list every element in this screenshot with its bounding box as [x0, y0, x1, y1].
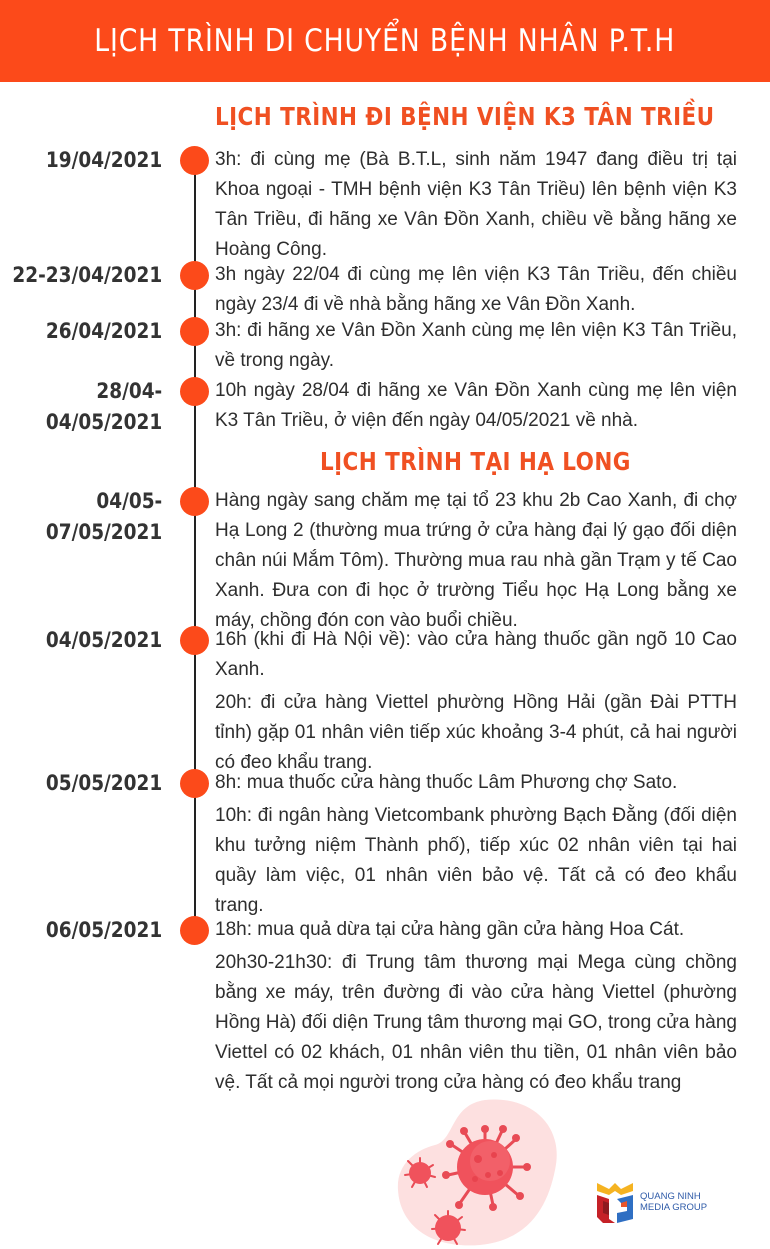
date-line: 07/05/2021	[45, 520, 162, 544]
virus-illustration	[390, 1095, 570, 1249]
entry-date	[46, 145, 162, 176]
qmg-logo-icon	[595, 1179, 635, 1225]
entry-text: 3h ngày 22/04 đi cùng mẹ lên viện K3 Tân Triều, đến chiều ngày 23/4 đi về nhà bằng hãng xe Vân Đồn Xanh.	[215, 264, 737, 315]
entry-text: 20h30-21h30: đi Trung tâm thương mại Mega cùng chồng bằng xe máy, trên đường đi vào cửa hàng Viettel (phường Hồng Hà) đối diện Trung tâm thương mại GO, trong cửa hàng Viettel có 02 khách, 01 nhân viên thu tiền, 01 nhân viên bảo vệ. Tất cả mọi người trong cửa hàng có đeo khẩu trang	[215, 952, 737, 1093]
virus-icon	[390, 1095, 570, 1249]
entry-date	[46, 915, 162, 946]
entry-text: 20h: đi cửa hàng Viettel phường Hồng Hải (gần Đài PTTH tỉnh) gặp 01 nhân viên tiếp xúc khoảng 3-4 phút, cả hai người có đeo khẩu trang.	[215, 692, 737, 773]
entry-text: Hàng ngày sang chăm mẹ tại tổ 23 khu 2b Cao Xanh, đi chợ Hạ Long 2 (thường mua trứng ở cửa hàng đại lý gạo đối diện chân núi Mắm Tôm). Thường mua rau nhà gần Trạm y tế Cao Xanh. Đưa con đi học ở trường Tiểu học Hạ Long bằng xe máy, chồng đón con vào buổi chiều.	[215, 490, 737, 631]
entry-text: 8h: mua thuốc cửa hàng thuốc Lâm Phương chợ Sato.	[215, 772, 678, 793]
quang-ninh-media-logo	[595, 1177, 715, 1227]
entry-text: 3h: đi hãng xe Vân Đồn Xanh cùng mẹ lên viện K3 Tân Triều, về trong ngày.	[215, 320, 737, 371]
entry-date	[46, 625, 162, 656]
entry-date	[46, 486, 162, 548]
date-line: 04/05/2021	[45, 410, 162, 434]
entry-date	[46, 768, 162, 799]
timeline-dot-icon	[180, 769, 209, 798]
entry-text: 10h ngày 28/04 đi hãng xe Vân Đồn Xanh cùng mẹ lên viện K3 Tân Triều, ở viện đến ngày 04/05/2021 về nhà.	[215, 380, 737, 431]
entry-date	[46, 316, 162, 347]
entry-date	[12, 260, 162, 291]
date-line: 06/05/2021	[45, 918, 162, 942]
timeline-dot-icon	[180, 626, 209, 655]
entry-date	[46, 376, 162, 438]
timeline-dot-icon	[180, 487, 209, 516]
timeline-dot-icon	[180, 317, 209, 346]
date-line: 28/04-	[96, 379, 162, 403]
section-title-k3-hospital: LỊCH TRÌNH ĐI BỆNH VIỆN K3 TÂN TRIỀU	[215, 102, 715, 131]
entry-text: 10h: đi ngân hàng Vietcombank phường Bạch Đằng (đối diện khu tưởng niệm Thành phố), tiếp xúc 02 nhân viên tại hai quầy làm việc, 01 nhân viên bảo vệ. Tất cả có đeo khẩu trang.	[215, 805, 737, 916]
entry-text: 3h: đi cùng mẹ (Bà B.T.L, sinh năm 1947 đang điều trị tại Khoa ngoại - TMH bệnh viện K3 Tân Triều) lên bệnh viện K3 Tân Triều, đi hãng xe Vân Đồn Xanh, chiều về bằng hãng xe Hoàng Công.	[215, 149, 737, 260]
page-title: LỊCH TRÌNH DI CHUYỂN BỆNH NHÂN P.T.H	[94, 23, 676, 59]
logo-line-1: QUANG NINH	[640, 1191, 701, 1202]
timeline-dot-icon	[180, 146, 209, 175]
timeline-dot-icon	[180, 377, 209, 406]
date-line: 05/05/2021	[45, 771, 162, 795]
timeline-dot-icon	[180, 261, 209, 290]
entry-text: 18h: mua quả dừa tại cửa hàng gần cửa hàng Hoa Cát.	[215, 919, 685, 940]
timeline-dot-icon	[180, 916, 209, 945]
header-banner	[0, 0, 770, 82]
date-line: 22-23/04/2021	[12, 263, 162, 287]
date-line: 19/04/2021	[45, 148, 162, 172]
section-title-ha-long: LỊCH TRÌNH TẠI HẠ LONG	[320, 447, 631, 476]
date-line: 26/04/2021	[45, 319, 162, 343]
date-line: 04/05-	[96, 489, 162, 513]
entry-text: 16h (khi đi Hà Nội về): vào cửa hàng thuốc gần ngõ 10 Cao Xanh.	[215, 629, 737, 680]
logo-line-2: MEDIA GROUP	[640, 1202, 708, 1213]
date-line: 04/05/2021	[45, 628, 162, 652]
logo-text	[640, 1191, 707, 1213]
